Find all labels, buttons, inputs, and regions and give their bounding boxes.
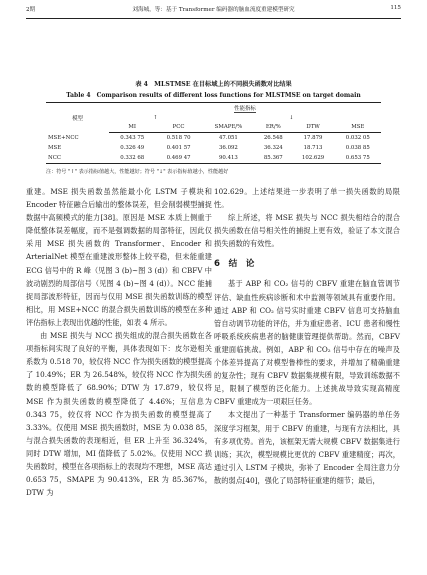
table-cell: 0.326 49 [120, 145, 145, 151]
running-title: 刘海城，等：基于 Transformer 编码器的脑血流度重建模型研究 [132, 7, 295, 13]
table-caption-zh: 表 4 MLSTMSE 在目标域上的不同损失函数对比结果 [135, 81, 292, 88]
table-cell: 47.051 [219, 135, 238, 141]
header-rule [26, 18, 401, 19]
table-cell: 0.653 75 [335, 153, 381, 164]
model-name: MSE [48, 145, 62, 151]
table-cell: 36.324 [263, 145, 283, 151]
metric-group-header: 性能指标 [109, 103, 381, 114]
section-heading: 6 结 论 [214, 259, 255, 270]
table-caption-en: Table 4 Comparison results of different loss functions for MLSTMSE on target domain [66, 92, 361, 99]
model-name: MSE+NCC [48, 134, 79, 141]
body-paragraph: 基于 ABP 和 CO₂ 信号的 CBFV 重建在脑血管调节评估、缺血性疾病诊断和术中监测等领域具有重要作用。通过 ABP 和 CO₂ 信号实时重建 CBFV 信息可支持脑血管自动调节功能的评估，并为重症患者、ICU 患者和慢性呼吸系统疾病患者的脑健康管理提供帮助。然而，CBFV 重建面临挑战。例如，ABP 和 CO₂ 信号中存在的噪声及个体差异提高了对模型鲁棒性的要求，并增加了精确重建的复杂性；现有 CBFV 数据集规模有限，导致训练数据不足，限制了模型的泛化能力。上述挑战导致实现高精度 CBFV 重建成为一项艰巨任务。 [214, 279, 400, 407]
table-cell: 26.548 [263, 135, 283, 141]
model-column-header: 模型 [46, 103, 109, 133]
higher-better-arrow: ↑ [153, 114, 158, 121]
body-paragraph: 本文提出了一种基于 Transformer 编码器的单任务深度学习框架，用于 CBFV 的重建，与现有方法相比，具有多项优势。首先，该框架无需大规模 CBFV 数据集进行训练；其次，模型规模比更优的 CBFV 重建精度；再次，通过引入 LSTM 子模块，弥补了 Encoder 全局注意力分散的弱点[40]，强化了局部特征重建的细节；最后， [214, 410, 400, 485]
metric-header: MSE [335, 122, 381, 133]
body-paragraph: 综上所述，将 MSE 损失与 NCC 损失相结合的混合损失函数在信号相关性的捕捉上更有效，验证了本文混合损失函数的有效性。 [214, 213, 400, 249]
issue-label: 2期 [26, 7, 36, 13]
model-name: NCC [46, 153, 109, 164]
table-cell: 102.629 [292, 153, 335, 164]
metric-header: DTW [292, 122, 335, 133]
table-row [46, 153, 381, 164]
table-cell: 0.518 70 [166, 135, 191, 141]
table-cell: 0.401 57 [166, 145, 191, 151]
metric-header: MI [109, 122, 155, 133]
table-cell: 0.038 85 [345, 145, 370, 151]
table-cell: 18.713 [303, 145, 323, 151]
body-paragraph: 102.629。上述结果进一步表明了单一损失函数的局限性。 [214, 187, 400, 210]
metric-header: PCC [155, 122, 201, 133]
table-cell: 90.413 [202, 153, 255, 164]
table-cell: 0.032 05 [345, 135, 370, 141]
page-number: 115 [390, 5, 401, 11]
table-cell: 0.332 68 [109, 153, 155, 164]
table-cell: 0.343 75 [120, 135, 145, 141]
table-cell: 85.367 [255, 153, 291, 164]
lower-better-arrow: ↓ [289, 114, 294, 121]
left-column [26, 185, 212, 499]
metric-header: ER/% [255, 122, 291, 133]
body-paragraph: 重建。MSE 损失函数虽然能最小化 LSTM 子模块和 Encoder 特征融合后输出的整体误差，但会削弱模型捕捉数据中高频模式的能力[38]。原因是 MSE 本质上侧重于降低整体误差幅度，而不是强调数据的局部特征，因此仅采用 MSE 损失函数的 Transformer、Encoder 和 ArterialNet 模型在重建波形整体上较平稳，但未能重建 ECG 信号中的 R 峰（见图 3 (b)~图 3 (d)）和 CBFV 中波动剧烈的局部信号（见图 4 (b)~图 4 (d)）。NCC 能捕捉局部波形特征，因而与仅用 MSE 损失函数训练的模型相比，用 MSE+NCC 的混合损失函数训练的模型在多种评估指标上表现出优越的性能，如表 4 所示。 [26, 187, 212, 327]
running-header [26, 5, 401, 17]
table-cell: 36.092 [219, 145, 238, 151]
table-row [46, 133, 381, 144]
table-note: 注：符号 "↑" 表示指标值越大，性能越好；符号 "↓" 表示指标值越小，性能越好 [46, 169, 229, 175]
results-table [46, 102, 381, 164]
metric-header: SMAPE/% [202, 122, 255, 133]
table-cell: 17.879 [303, 135, 323, 141]
table-cell: 0.469 47 [155, 153, 201, 164]
body-paragraph: 由 MSE 损失与 NCC 损失组成的混合损失函数在各项指标间实现了良好的平衡，具体表现如下：皮尔逊相关系数为 0.518 70，较仅将 NCC 作为损失函数的模型提高了 10.49%；ER 为 26.548%，较仅将 NCC 作为损失函数的模型降低了 68.90%；DTW 为 17.879，较仅将 MSE 作为损失函数的模型降低了 4.46%；互信息为 0.343 75，较仅将 NCC 作为损失函数的模型提高了 3.33%。仅使用 MSE 损失函数时，MSE 为 0.038 85，与混合损失函数的表现相近，但 ER 上升至 36.324%，同时 DTW 增加，MI 值降低了 5.02%。仅使用 NCC 损失函数时，模型在各项指标上的表现均不理想，MSE 高达 0.653 75，SMAPE 为 90.413%，ER 为 85.367%，DTW 为 [26, 331, 212, 498]
table-row [46, 143, 381, 153]
right-column [214, 185, 400, 487]
